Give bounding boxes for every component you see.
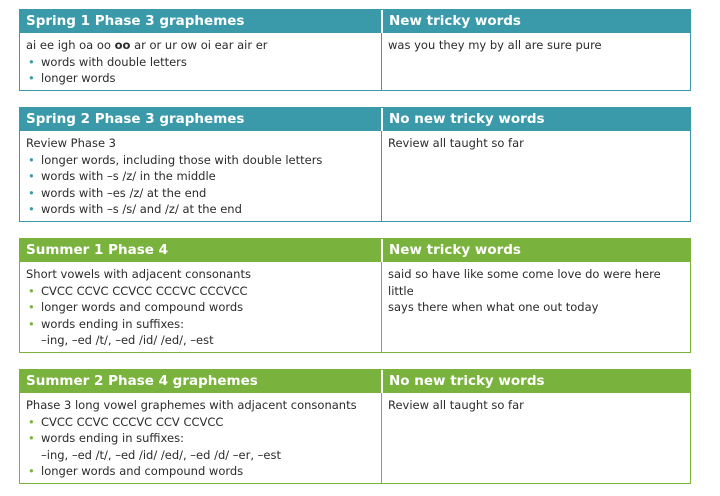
- summer2-header: [20, 370, 690, 393]
- list-item: • words with –s /s/ and /z/ at the end: [26, 201, 375, 218]
- list-item: • CVCC CCVC CCCVC CCV CCVCC: [26, 414, 375, 431]
- summer1-content: [20, 262, 381, 352]
- summer2-title: Summer 2 Phase 4 graphemes: [26, 373, 258, 389]
- summer1-tricky-title: New tricky words: [381, 239, 690, 262]
- spring2-title: Spring 2 Phase 3 graphemes: [26, 111, 245, 127]
- summer1-tricky-line1: said so have like some come love do were here little: [388, 267, 661, 298]
- summer1-intro: Short vowels with adjacent consonants: [26, 267, 251, 281]
- spring1-grapheme-list: ai ee igh oa oo oo ar or ur ow oi ear air er: [26, 38, 268, 52]
- spring1-tricky-words: was you they my by all are sure pure: [381, 33, 690, 90]
- list-item: • longer words and compound words: [26, 463, 375, 480]
- list-item: • words with –es /z/ at the end: [26, 185, 375, 202]
- spring2-tricky-title: No new tricky words: [381, 108, 690, 131]
- summer2-intro: Phase 3 long vowel graphemes with adjacent consonants: [26, 398, 357, 412]
- summer2-block: [19, 369, 691, 484]
- list-item: • longer words, including those with double letters: [26, 152, 375, 169]
- summer2-content: [20, 393, 381, 483]
- list-item: • words ending in suffixes:: [26, 430, 375, 447]
- spring1-header: [20, 10, 690, 33]
- spring2-content: [20, 131, 381, 221]
- summer2-review: Review all taught so far: [381, 393, 690, 483]
- list-item: • words with –s /z/ in the middle: [26, 168, 375, 185]
- summer1-tricky-words: [381, 262, 690, 352]
- spring2-block: [19, 107, 691, 222]
- list-item: • longer words: [26, 70, 375, 87]
- spring1-title: Spring 1 Phase 3 graphemes: [26, 13, 245, 29]
- summer1-title: Summer 1 Phase 4: [26, 242, 168, 258]
- spring1-graphemes: [20, 33, 381, 90]
- list-item: • CVCC CCVC CCVCC CCCVC CCCVCC: [26, 283, 375, 300]
- spring2-review: Review all taught so far: [381, 131, 690, 221]
- summer2-tricky-title: No new tricky words: [381, 370, 690, 393]
- summer1-header: [20, 239, 690, 262]
- spring2-header: [20, 108, 690, 131]
- spring1-block: [19, 9, 691, 91]
- spring2-intro: Review Phase 3: [26, 136, 116, 150]
- spring1-tricky-title: New tricky words: [381, 10, 690, 33]
- summer2-suffix-list: –ing, –ed /t/, –ed /id/ /ed/, –ed /d/ –er, –est: [41, 447, 281, 462]
- list-item: • words ending in suffixes:: [26, 316, 375, 333]
- summer1-block: [19, 238, 691, 353]
- summer1-tricky-line2: says there when what one out today: [388, 300, 599, 314]
- list-item: • longer words and compound words: [26, 299, 375, 316]
- summer1-suffix-list: –ing, –ed /t/, –ed /id/ /ed/, –est: [41, 333, 214, 347]
- list-item: • words with double letters: [26, 54, 375, 71]
